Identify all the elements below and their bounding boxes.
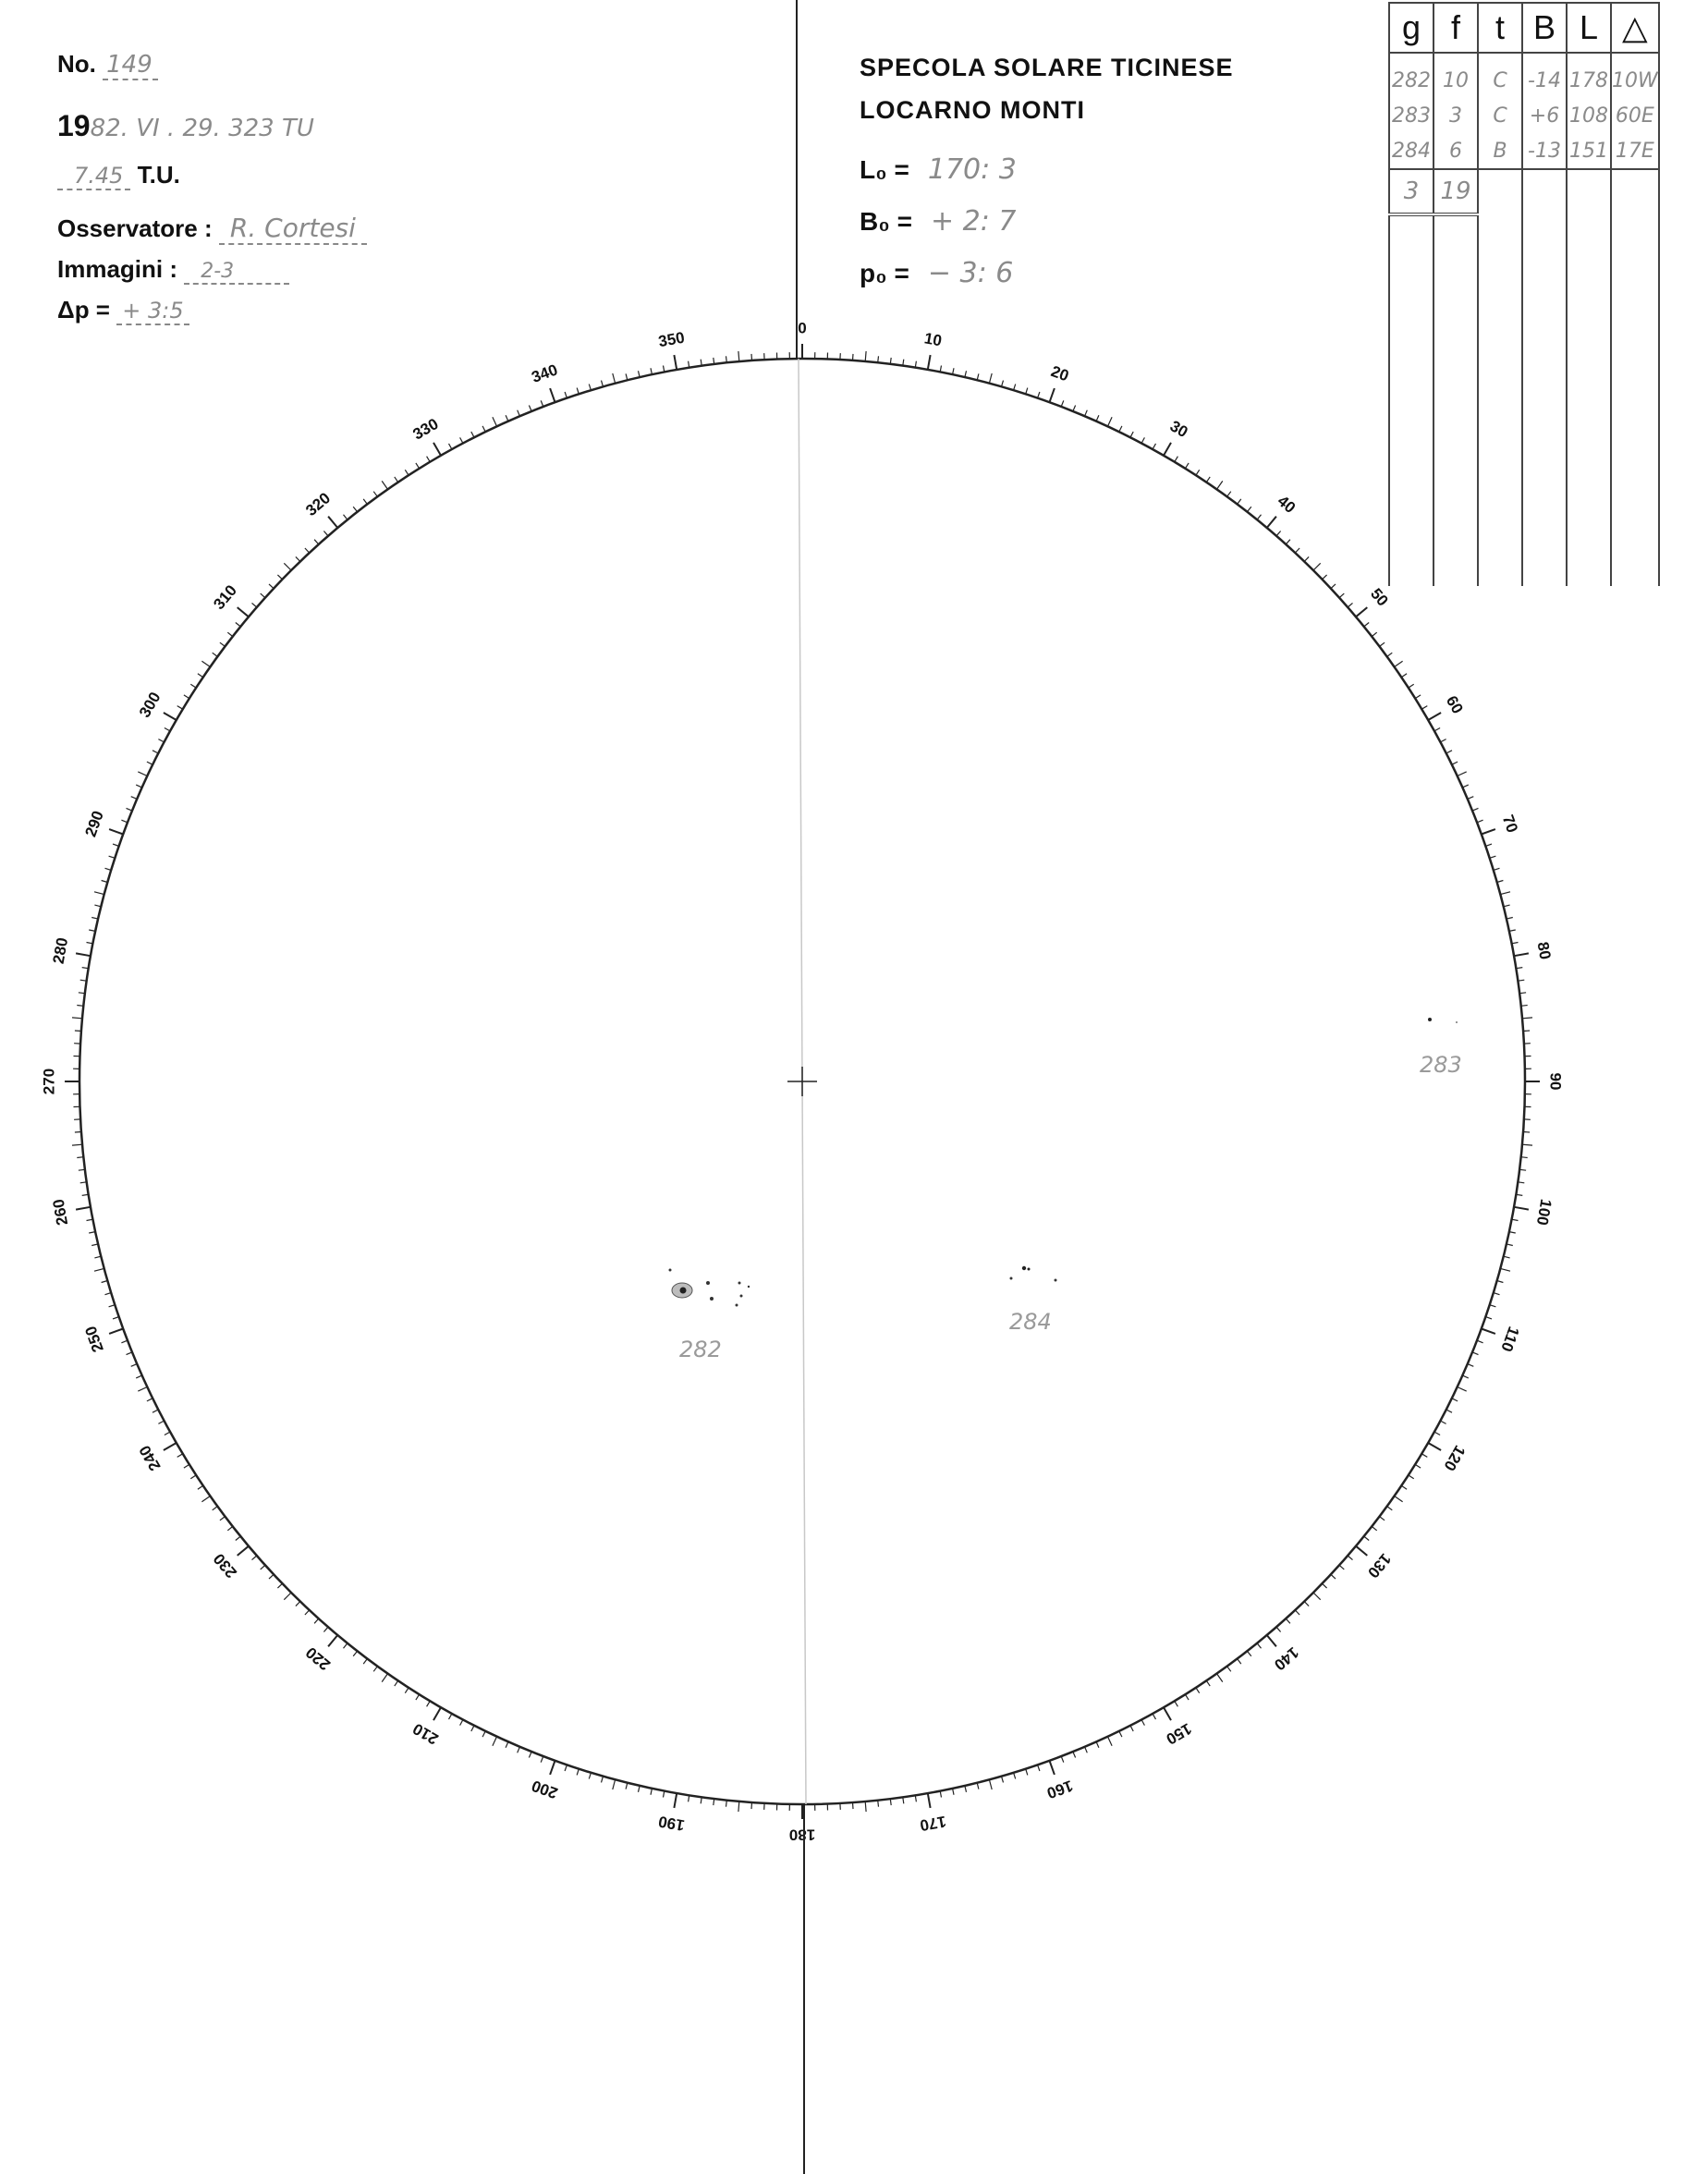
L0-row bbox=[860, 153, 1017, 186]
observer-value: R. Cortesi bbox=[219, 213, 367, 245]
scale-tick bbox=[1395, 661, 1403, 666]
scale-tick bbox=[138, 1387, 147, 1392]
date-row bbox=[57, 109, 314, 143]
cell-delta: 17E bbox=[1611, 133, 1659, 169]
scale-label-160: 160 bbox=[1044, 1777, 1076, 1802]
scale-tick bbox=[865, 1801, 866, 1812]
cell-f: 3 bbox=[1434, 98, 1478, 133]
header-delta: △ bbox=[1611, 3, 1659, 53]
scale-tick bbox=[928, 1793, 931, 1808]
observatory-header bbox=[860, 46, 1234, 289]
scale-label-300: 300 bbox=[135, 689, 165, 721]
L0-label: L₀ = bbox=[860, 155, 909, 184]
cell-t: C bbox=[1478, 98, 1522, 133]
scale-tick bbox=[72, 1144, 82, 1145]
images-label: Immagini : bbox=[57, 255, 178, 283]
scale-label-270: 270 bbox=[40, 1068, 58, 1095]
cell-g: 282 bbox=[1389, 53, 1434, 98]
scale-tick bbox=[1313, 1593, 1321, 1600]
cell-t: C bbox=[1478, 53, 1522, 98]
scale-tick bbox=[164, 713, 177, 720]
scale-tick bbox=[201, 661, 210, 666]
cell-f: 6 bbox=[1434, 133, 1478, 169]
scale-label-80: 80 bbox=[1533, 940, 1555, 961]
B0-label: B₀ = bbox=[860, 207, 912, 236]
scale-tick bbox=[674, 355, 677, 370]
scale-tick bbox=[433, 1707, 441, 1720]
cell-delta: 10W bbox=[1611, 53, 1659, 98]
delta-p-row bbox=[57, 296, 189, 325]
scale-tick bbox=[1482, 1329, 1495, 1334]
scale-tick bbox=[550, 1761, 555, 1775]
scale-label-130: 130 bbox=[1363, 1549, 1395, 1582]
header-B: B bbox=[1522, 3, 1567, 53]
table-row bbox=[1389, 53, 1659, 98]
group-label-282: 282 bbox=[679, 1337, 722, 1362]
scale-tick bbox=[109, 1329, 123, 1334]
scale-label-260: 260 bbox=[49, 1197, 72, 1227]
sunspot-group-284 bbox=[1009, 1266, 1057, 1335]
observer-label: Osservatore : bbox=[57, 214, 213, 242]
year-prefix: 19 bbox=[57, 109, 91, 142]
cell-B: -13 bbox=[1522, 133, 1567, 169]
L0-value: 170: 3 bbox=[927, 153, 1017, 186]
scale-label-290: 290 bbox=[81, 808, 107, 839]
cell-delta: 60E bbox=[1611, 98, 1659, 133]
sunspot-group-282 bbox=[669, 1269, 750, 1363]
scale-tick bbox=[1458, 1387, 1467, 1392]
scale-label-10: 10 bbox=[922, 329, 944, 350]
header-L: L bbox=[1567, 3, 1611, 53]
scale-tick bbox=[1522, 1018, 1532, 1019]
header-g: g bbox=[1389, 3, 1434, 53]
images-row bbox=[57, 255, 289, 285]
scale-tick bbox=[1500, 892, 1510, 895]
scale-tick bbox=[1050, 1761, 1055, 1775]
scale-label-150: 150 bbox=[1163, 1719, 1195, 1749]
scale-label-100: 100 bbox=[1532, 1197, 1556, 1227]
number-value: 149 bbox=[103, 51, 158, 80]
scale-tick bbox=[1164, 1707, 1171, 1720]
scale-tick bbox=[493, 417, 497, 426]
scale-tick bbox=[109, 829, 123, 834]
scale-label-330: 330 bbox=[409, 414, 442, 444]
time-row bbox=[57, 161, 180, 190]
scale-tick bbox=[1217, 481, 1223, 489]
time-unit: T.U. bbox=[137, 161, 180, 189]
scale-tick bbox=[76, 953, 91, 956]
number-label: No. bbox=[57, 50, 96, 78]
scale-tick bbox=[928, 355, 931, 370]
center-cross bbox=[787, 1067, 817, 1096]
table-totals-row bbox=[1389, 169, 1659, 214]
scale-tick bbox=[72, 1018, 82, 1019]
scale-tick bbox=[201, 1496, 210, 1502]
B0-row bbox=[860, 205, 1016, 238]
scale-tick bbox=[550, 388, 555, 402]
cell-L: 108 bbox=[1567, 98, 1611, 133]
scale-label-30: 30 bbox=[1166, 417, 1191, 442]
scale-tick bbox=[989, 373, 992, 384]
scale-tick bbox=[284, 563, 291, 570]
date-value: 82. VI . 29. 323 TU bbox=[90, 115, 314, 142]
scale-tick bbox=[382, 481, 387, 489]
P0-value: − 3: 6 bbox=[927, 257, 1014, 289]
scale-label-240: 240 bbox=[135, 1442, 165, 1474]
scale-tick bbox=[865, 351, 866, 361]
table-row bbox=[1389, 98, 1659, 133]
cell-g: 283 bbox=[1389, 98, 1434, 133]
scale-tick bbox=[138, 772, 147, 776]
scale-label-250: 250 bbox=[81, 1324, 107, 1355]
scale-label-180: 180 bbox=[788, 1826, 816, 1844]
scale-label-220: 220 bbox=[302, 1643, 335, 1674]
scale-tick bbox=[1428, 713, 1441, 720]
cell-B: +6 bbox=[1522, 98, 1567, 133]
table-header-row bbox=[1389, 3, 1659, 53]
observer-row bbox=[57, 213, 367, 245]
scale-label-280: 280 bbox=[49, 935, 72, 966]
delta-p-value: + 3:5 bbox=[116, 298, 189, 325]
scale-tick bbox=[1500, 1268, 1510, 1271]
scale-tick bbox=[674, 1793, 677, 1808]
scale-tick bbox=[1356, 607, 1367, 617]
scale-tick bbox=[1514, 1207, 1529, 1210]
scale-tick bbox=[1050, 388, 1055, 402]
sheet-number-row bbox=[57, 50, 158, 80]
scale-tick bbox=[433, 443, 441, 456]
scale-label-40: 40 bbox=[1274, 492, 1299, 517]
cell-f: 10 bbox=[1434, 53, 1478, 98]
scale-tick bbox=[1267, 517, 1276, 528]
scale-tick bbox=[1356, 1546, 1367, 1556]
total-spots: 19 bbox=[1434, 169, 1478, 214]
cell-L: 178 bbox=[1567, 53, 1611, 98]
scale-tick bbox=[613, 373, 616, 384]
scale-tick bbox=[76, 1207, 91, 1210]
scale-label-120: 120 bbox=[1440, 1442, 1470, 1474]
images-value: 2-3 bbox=[184, 260, 289, 285]
scale-label-210: 210 bbox=[409, 1719, 442, 1749]
scale-tick bbox=[1267, 1635, 1276, 1646]
scale-tick bbox=[1217, 1674, 1223, 1682]
scale-tick bbox=[1514, 953, 1529, 956]
scale-label-140: 140 bbox=[1270, 1643, 1302, 1674]
scale-label-70: 70 bbox=[1498, 812, 1522, 836]
scale-tick bbox=[1313, 563, 1321, 570]
scale-tick bbox=[738, 1801, 739, 1812]
scale-label-60: 60 bbox=[1442, 692, 1467, 717]
sunspot-group-283 bbox=[1420, 1018, 1462, 1078]
scale-label-170: 170 bbox=[918, 1812, 948, 1835]
scale-tick bbox=[1164, 443, 1171, 456]
scale-tick bbox=[1428, 1443, 1441, 1450]
scale-tick bbox=[493, 1737, 497, 1746]
sunspot-group-table bbox=[1388, 2, 1660, 586]
scale-tick bbox=[94, 1268, 104, 1271]
observatory-name: SPECOLA SOLARE TICINESE bbox=[860, 54, 1234, 81]
P0-row bbox=[860, 257, 1013, 289]
scale-label-0: 0 bbox=[798, 319, 807, 337]
B0-value: + 2: 7 bbox=[930, 205, 1017, 238]
scale-label-320: 320 bbox=[302, 489, 335, 520]
scale-tick bbox=[738, 351, 739, 361]
scale-label-200: 200 bbox=[529, 1777, 560, 1802]
scale-tick bbox=[1482, 829, 1495, 834]
scale-tick bbox=[328, 1635, 337, 1646]
scale-tick bbox=[1108, 417, 1113, 426]
cell-B: -14 bbox=[1522, 53, 1567, 98]
delta-p-label: Δp = bbox=[57, 296, 110, 324]
scale-tick bbox=[1458, 772, 1467, 776]
scale-tick bbox=[613, 1779, 616, 1789]
scale-tick bbox=[1522, 1144, 1532, 1145]
scale-tick bbox=[238, 1546, 249, 1556]
scale-tick bbox=[284, 1593, 291, 1600]
cell-t: B bbox=[1478, 133, 1522, 169]
scale-label-50: 50 bbox=[1367, 584, 1392, 610]
scale-tick bbox=[164, 1443, 177, 1450]
header-t: t bbox=[1478, 3, 1522, 53]
time-value: 7.45 bbox=[57, 163, 130, 190]
scale-tick bbox=[328, 517, 337, 528]
total-groups: 3 bbox=[1389, 169, 1434, 214]
scale-label-110: 110 bbox=[1497, 1324, 1523, 1354]
scale-tick bbox=[1108, 1737, 1113, 1746]
scale-label-230: 230 bbox=[210, 1549, 241, 1582]
table-row bbox=[1389, 133, 1659, 169]
table-empty-area bbox=[1389, 214, 1659, 586]
scale-tick bbox=[1395, 1496, 1403, 1502]
scale-label-20: 20 bbox=[1048, 361, 1071, 385]
cell-g: 284 bbox=[1389, 133, 1434, 169]
P0-label: p₀ = bbox=[860, 259, 909, 287]
group-label-284: 284 bbox=[1009, 1309, 1052, 1335]
header-f: f bbox=[1434, 3, 1478, 53]
cell-L: 151 bbox=[1567, 133, 1611, 169]
observatory-location: LOCARNO MONTI bbox=[860, 96, 1085, 124]
scale-label-90: 90 bbox=[1546, 1072, 1565, 1091]
scale-label-340: 340 bbox=[529, 360, 560, 386]
scale-label-310: 310 bbox=[210, 581, 241, 614]
group-label-283: 283 bbox=[1420, 1052, 1462, 1078]
scale-tick bbox=[382, 1674, 387, 1682]
scale-tick bbox=[94, 892, 104, 895]
scale-tick bbox=[238, 607, 249, 617]
scale-label-350: 350 bbox=[656, 328, 687, 351]
scale-tick bbox=[989, 1779, 992, 1789]
scale-label-190: 190 bbox=[656, 1812, 687, 1835]
